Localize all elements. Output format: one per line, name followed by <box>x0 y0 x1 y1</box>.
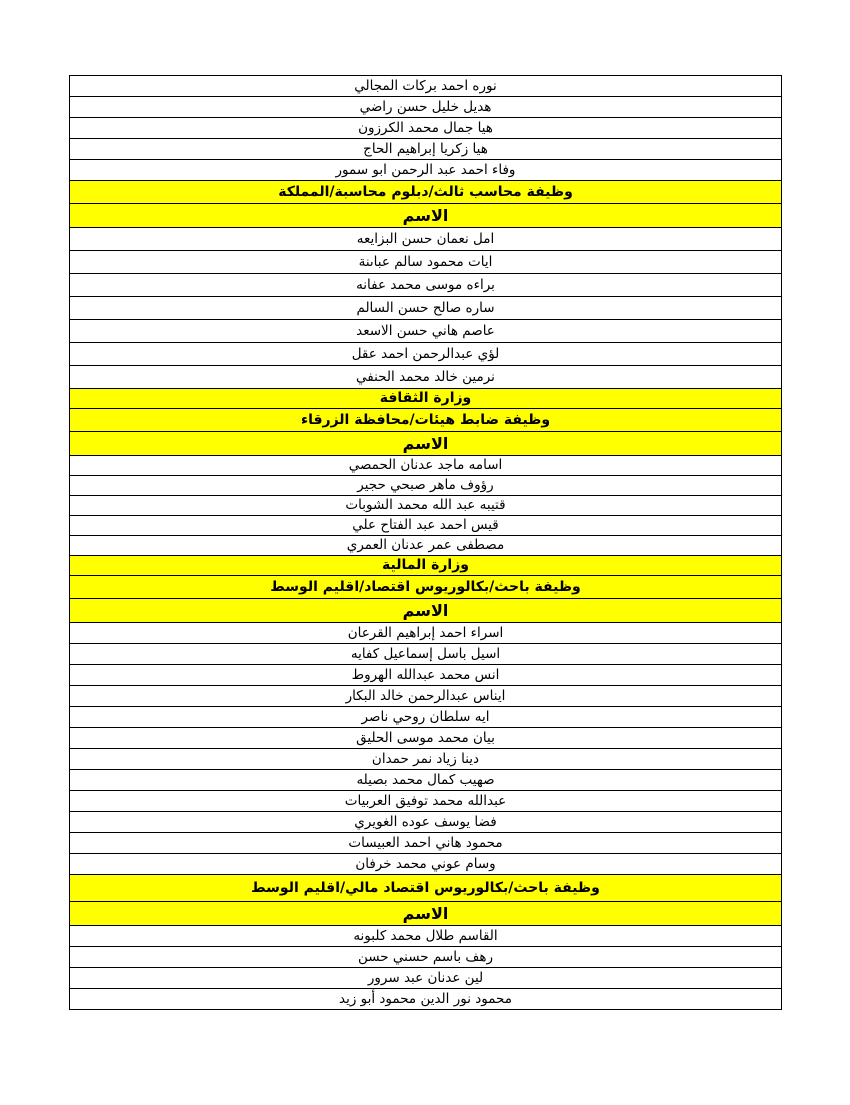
name-row: فضا يوسف عوده الغويري <box>70 812 781 833</box>
name-row: قيس احمد عبد الفتاح علي <box>70 516 781 536</box>
name-row: رهف باسم حسني حسن <box>70 947 781 968</box>
column-header-name: الاسم <box>70 204 781 228</box>
name-row: عبدالله محمد توفيق العربيات <box>70 791 781 812</box>
name-row: ايه سلطان روحي ناصر <box>70 707 781 728</box>
job-header: وظيفة محاسب ثالث/دبلوم محاسبة/المملكة <box>70 181 781 204</box>
ministry-header: وزارة المالية <box>70 556 781 576</box>
name-row: القاسم طلال محمد كلبونه <box>70 926 781 947</box>
name-row: ساره صالح حسن السالم <box>70 297 781 320</box>
name-row: ايات محمود سالم عباىنة <box>70 251 781 274</box>
name-row: هيا زكريا إبراهيم الحاج <box>70 139 781 160</box>
name-row: لؤي عبدالرحمن احمد عقل <box>70 343 781 366</box>
column-header-name: الاسم <box>70 599 781 623</box>
name-row: انس محمد عبدالله الهروط <box>70 665 781 686</box>
name-row: هيا جمال محمد الكرزون <box>70 118 781 139</box>
name-row: مصطفى عمر عدنان العمري <box>70 536 781 556</box>
job-header: وظيفة ضابط هيئات/محافظة الزرقاء <box>70 409 781 432</box>
name-row: ايناس عبدالرحمن خالد البكار <box>70 686 781 707</box>
name-row: بيان محمد موسى الحليق <box>70 728 781 749</box>
name-row: نرمين خالد محمد الحنفي <box>70 366 781 389</box>
name-row: لين عدنان عبد سرور <box>70 968 781 989</box>
name-row: اسامه ماجد عدنان الحمصي <box>70 456 781 476</box>
name-row: امل نعمان حسن البزايعه <box>70 228 781 251</box>
ministry-header: وزارة الثقافة <box>70 389 781 409</box>
name-row: براءه موسى محمد عفانه <box>70 274 781 297</box>
name-row: رؤوف ماهر صبحي حجير <box>70 476 781 496</box>
name-row: محمود هاني احمد العبيسات <box>70 833 781 854</box>
column-header-name: الاسم <box>70 432 781 456</box>
name-row: نوره احمد بركات المجالي <box>70 76 781 97</box>
names-table <box>69 75 782 1010</box>
job-header: وظيفة باحث/بكالوريوس اقتصاد مالي/اقليم الوسط <box>70 875 781 902</box>
name-row: محمود نور الدين محمود أبو زيد <box>70 989 781 1010</box>
name-row: دينا زياد نمر حمدان <box>70 749 781 770</box>
column-header-name: الاسم <box>70 902 781 926</box>
name-row: قتيبه عبد الله محمد الشوبات <box>70 496 781 516</box>
name-row: وسام عوني محمد خرفان <box>70 854 781 875</box>
name-row: اسراء احمد إبراهيم القرعان <box>70 623 781 644</box>
name-row: وفاء احمد عبد الرحمن ابو سمور <box>70 160 781 181</box>
name-row: هديل خليل حسن راضي <box>70 97 781 118</box>
job-header: وظيفة باحث/بكالوريوس اقتصاد/اقليم الوسط <box>70 576 781 599</box>
name-row: عاصم هاني حسن الاسعد <box>70 320 781 343</box>
name-row: اسيل باسل إسماعيل كفايه <box>70 644 781 665</box>
name-row: صهيب كمال محمد بصيله <box>70 770 781 791</box>
